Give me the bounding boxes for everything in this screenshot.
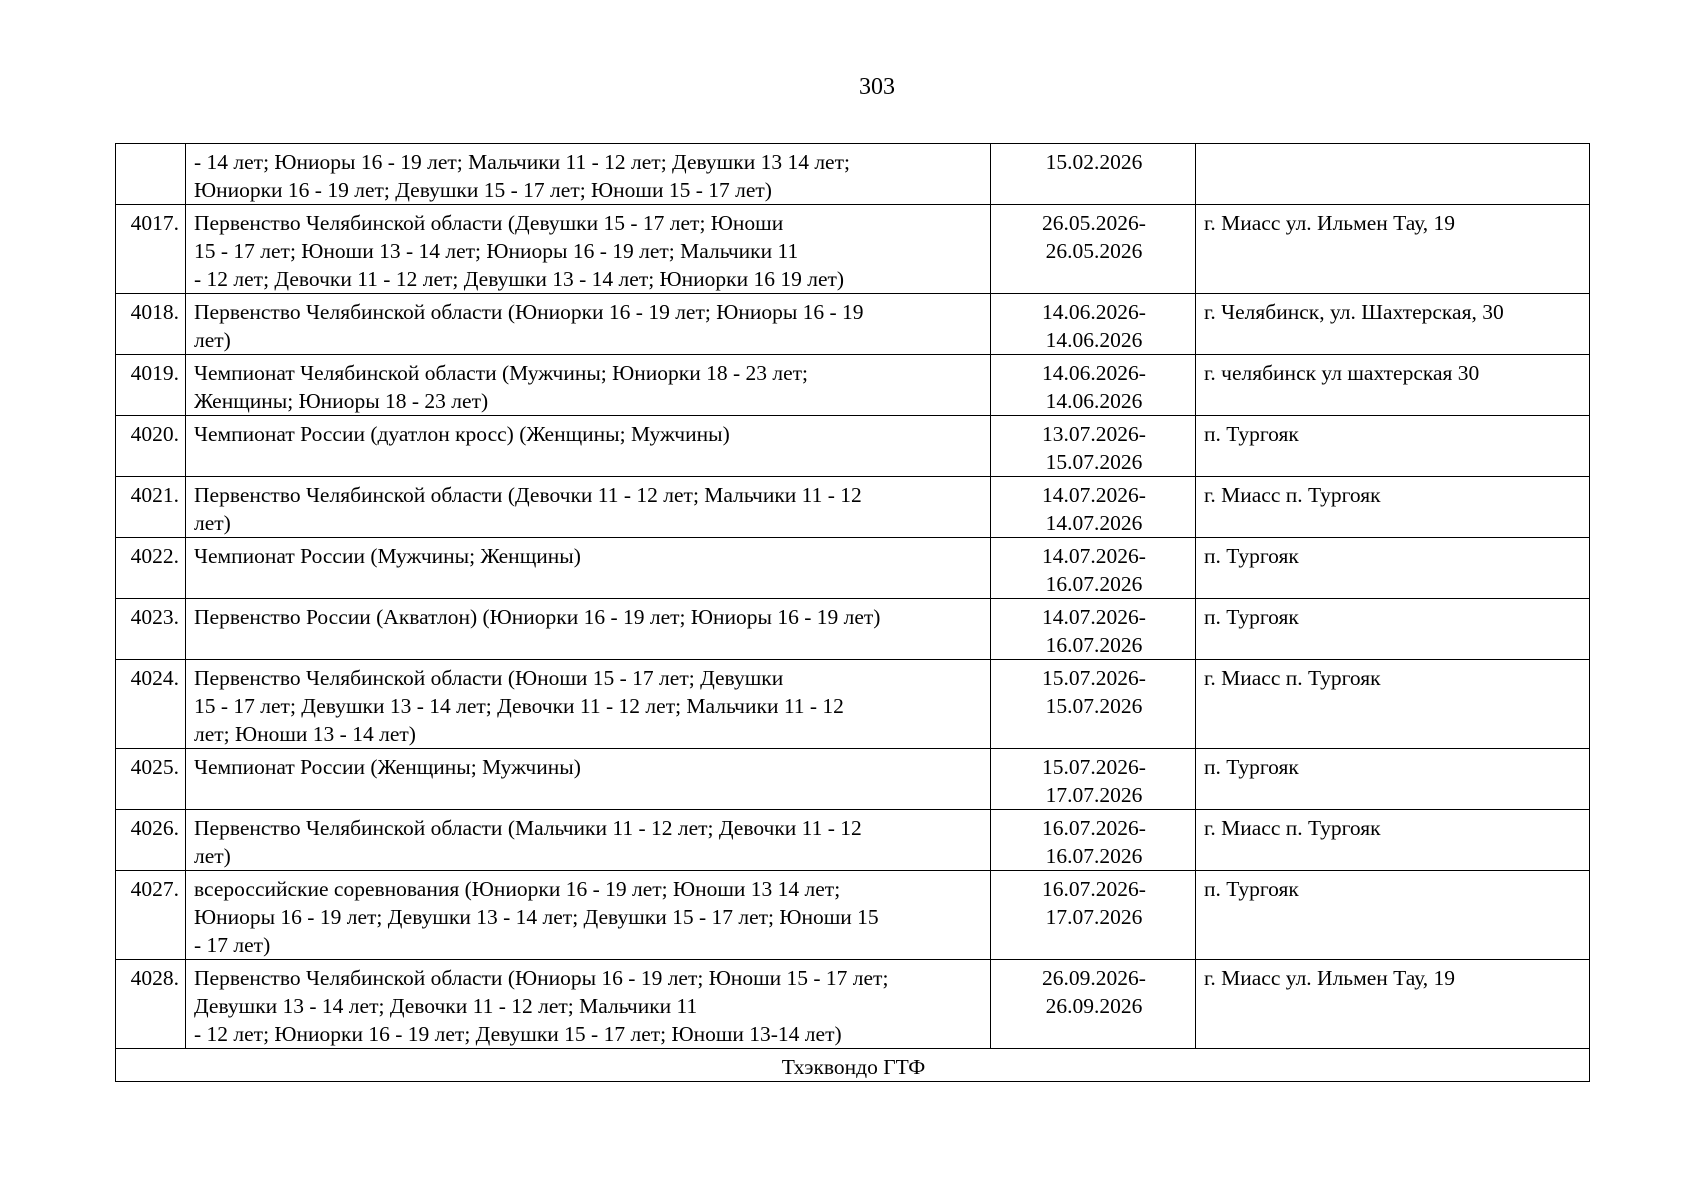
event-name: Первенство Челябинской области (Юноши 15 - 17 лет; Девушки 15 - 17 лет; Девушки 13 - 14 лет; Девочки 11 - 12 лет; Мальчики 11 - 12 лет; Юноши 13 - 14 лет)	[186, 660, 991, 749]
table-row	[116, 205, 1590, 294]
section-title: Тхэквондо ГТФ	[116, 1049, 1590, 1082]
event-name: Первенство Челябинской области (Девушки 15 - 17 лет; Юноши 15 - 17 лет; Юноши 13 - 14 лет; Юниоры 16 - 19 лет; Мальчики 11 - 12 лет; Девочки 11 - 12 лет; Девушки 13 - 14 лет; Юниорки 16 19 лет)	[186, 205, 991, 294]
event-number: 4018.	[116, 294, 186, 355]
event-name: Первенство Челябинской области (Мальчики 11 - 12 лет; Девочки 11 - 12 лет)	[186, 810, 991, 871]
event-number: 4026.	[116, 810, 186, 871]
event-dates: 16.07.2026- 16.07.2026	[991, 810, 1196, 871]
event-name: Чемпионат Челябинской области (Мужчины; Юниорки 18 - 23 лет; Женщины; Юниоры 18 - 23 лет)	[186, 355, 991, 416]
event-place: г. Миасс п. Тургояк	[1196, 660, 1590, 749]
event-place: п. Тургояк	[1196, 871, 1590, 960]
table-row	[116, 810, 1590, 871]
table-row	[116, 477, 1590, 538]
event-dates: 13.07.2026- 15.07.2026	[991, 416, 1196, 477]
event-number: 4021.	[116, 477, 186, 538]
event-place: г. Челябинск, ул. Шахтерская, 30	[1196, 294, 1590, 355]
event-name: всероссийские соревнования (Юниорки 16 - 19 лет; Юноши 13 14 лет; Юниоры 16 - 19 лет; Девушки 13 - 14 лет; Девушки 15 - 17 лет; Юноши 15 - 17 лет)	[186, 871, 991, 960]
table-row	[116, 416, 1590, 477]
page-number: 303	[859, 74, 895, 100]
table-row	[116, 144, 1590, 205]
event-number: 4017.	[116, 205, 186, 294]
event-dates: 26.05.2026- 26.05.2026	[991, 205, 1196, 294]
event-place: г. Миасс ул. Ильмен Тау, 19	[1196, 205, 1590, 294]
event-place: г. Миасс ул. Ильмен Тау, 19	[1196, 960, 1590, 1049]
table-row	[116, 294, 1590, 355]
event-place: п. Тургояк	[1196, 749, 1590, 810]
table-row	[116, 660, 1590, 749]
table-row	[116, 960, 1590, 1049]
event-number: 4025.	[116, 749, 186, 810]
event-place: г. Миасс п. Тургояк	[1196, 477, 1590, 538]
event-name: Чемпионат России (дуатлон кросс) (Женщины; Мужчины)	[186, 416, 991, 477]
event-number: 4023.	[116, 599, 186, 660]
table-row	[116, 599, 1590, 660]
event-name: Первенство Челябинской области (Юниорки 16 - 19 лет; Юниоры 16 - 19 лет)	[186, 294, 991, 355]
events-table	[115, 143, 1590, 1082]
table-row	[116, 538, 1590, 599]
event-dates: 14.07.2026- 16.07.2026	[991, 599, 1196, 660]
event-number: 4020.	[116, 416, 186, 477]
event-name: Чемпионат России (Мужчины; Женщины)	[186, 538, 991, 599]
event-dates: 14.07.2026- 14.07.2026	[991, 477, 1196, 538]
section-header-row	[116, 1049, 1590, 1082]
table-row	[116, 355, 1590, 416]
event-dates: 15.07.2026- 17.07.2026	[991, 749, 1196, 810]
table-row	[116, 871, 1590, 960]
event-number: 4027.	[116, 871, 186, 960]
event-name: Чемпионат России (Женщины; Мужчины)	[186, 749, 991, 810]
event-number	[116, 144, 186, 205]
event-number: 4019.	[116, 355, 186, 416]
event-place: п. Тургояк	[1196, 416, 1590, 477]
event-name: Первенство Челябинской области (Юниоры 16 - 19 лет; Юноши 15 - 17 лет; Девушки 13 - 14 лет; Девочки 11 - 12 лет; Мальчики 11 - 12 лет; Юниорки 16 - 19 лет; Девушки 15 - 17 лет; Юноши 13-14 лет)	[186, 960, 991, 1049]
event-dates: 16.07.2026- 17.07.2026	[991, 871, 1196, 960]
event-place	[1196, 144, 1590, 205]
event-name: Первенство Челябинской области (Девочки 11 - 12 лет; Мальчики 11 - 12 лет)	[186, 477, 991, 538]
table-row	[116, 749, 1590, 810]
event-name: - 14 лет; Юниоры 16 - 19 лет; Мальчики 11 - 12 лет; Девушки 13 14 лет; Юниорки 16 - 19 лет; Девушки 15 - 17 лет; Юноши 15 - 17 лет)	[186, 144, 991, 205]
event-number: 4024.	[116, 660, 186, 749]
event-name: Первенство России (Акватлон) (Юниорки 16 - 19 лет; Юниоры 16 - 19 лет)	[186, 599, 991, 660]
event-dates: 14.06.2026- 14.06.2026	[991, 355, 1196, 416]
event-dates: 26.09.2026- 26.09.2026	[991, 960, 1196, 1049]
event-number: 4028.	[116, 960, 186, 1049]
event-place: п. Тургояк	[1196, 538, 1590, 599]
event-place: г. челябинск ул шахтерская 30	[1196, 355, 1590, 416]
event-dates: 15.07.2026- 15.07.2026	[991, 660, 1196, 749]
event-dates: 15.02.2026	[991, 144, 1196, 205]
event-dates: 14.07.2026- 16.07.2026	[991, 538, 1196, 599]
event-dates: 14.06.2026- 14.06.2026	[991, 294, 1196, 355]
event-place: г. Миасс п. Тургояк	[1196, 810, 1590, 871]
event-place: п. Тургояк	[1196, 599, 1590, 660]
event-number: 4022.	[116, 538, 186, 599]
